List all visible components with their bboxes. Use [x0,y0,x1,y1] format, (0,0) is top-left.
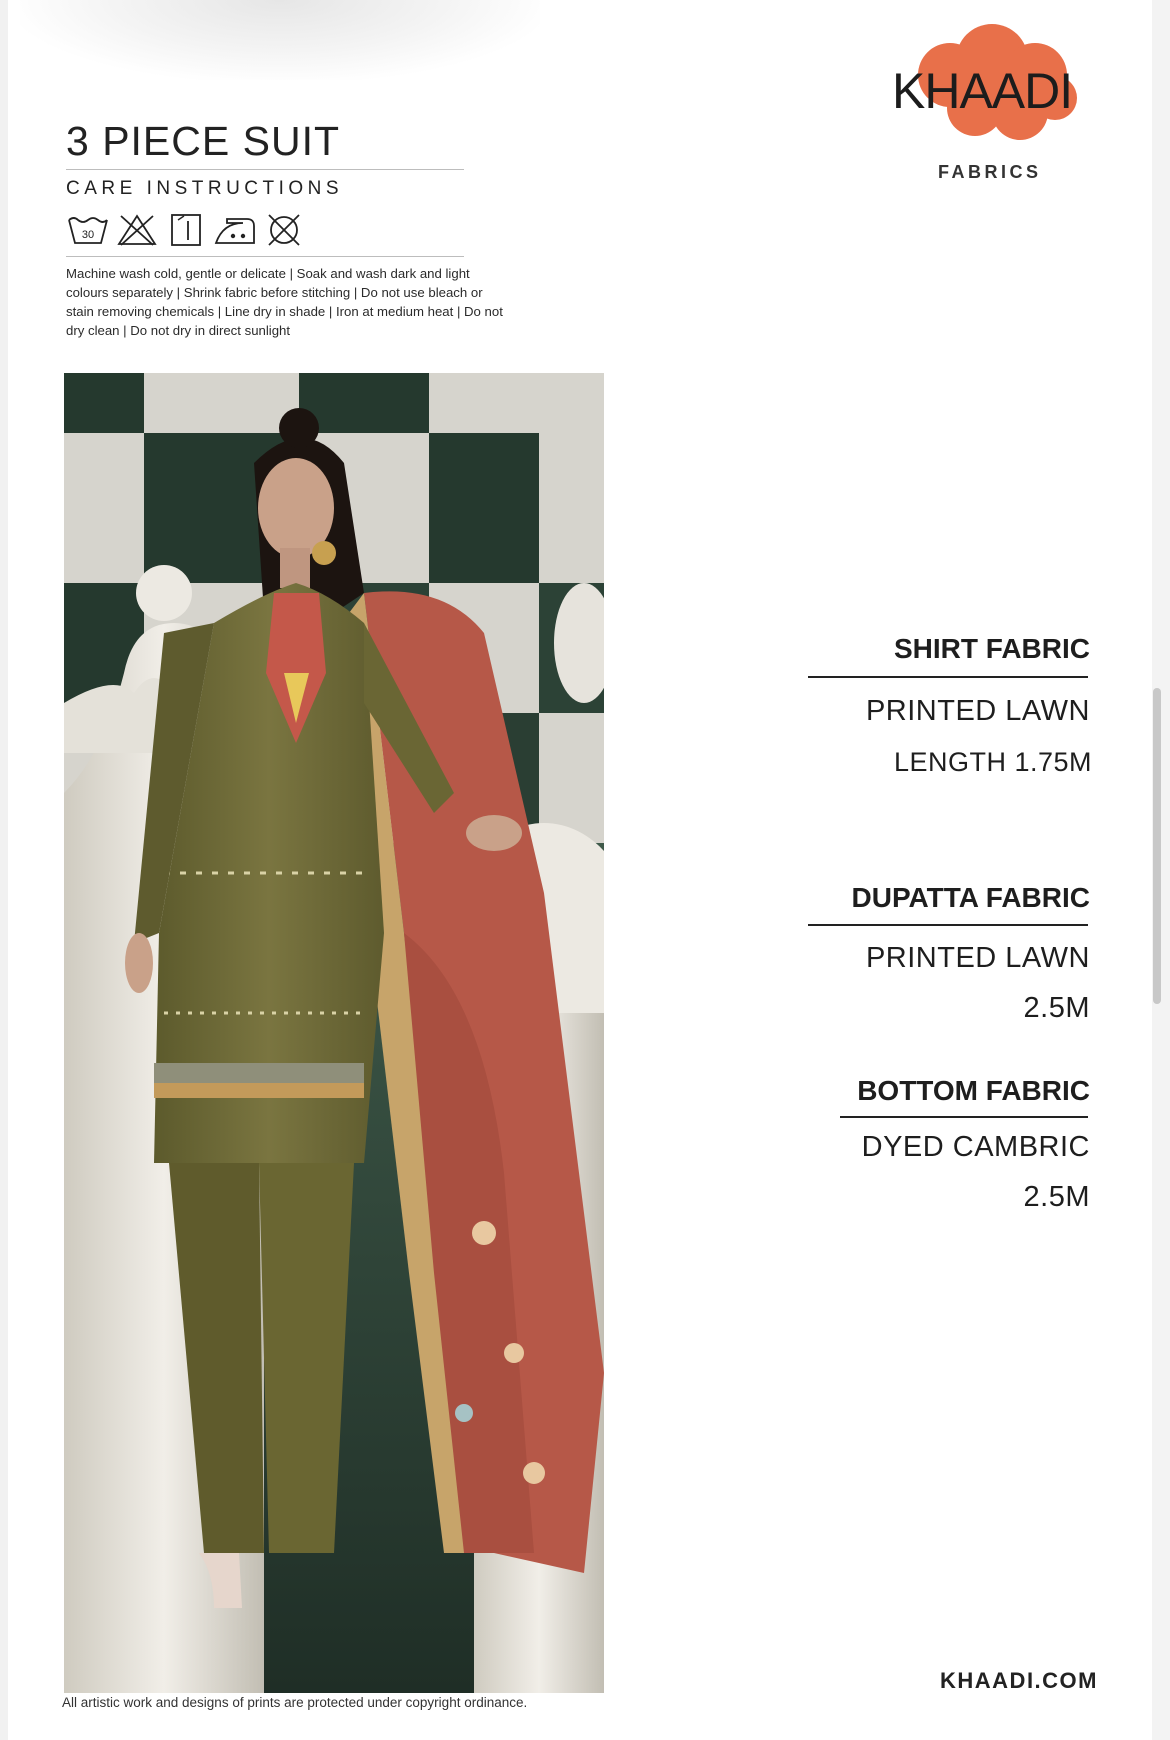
dupatta-fabric-heading [852,882,1091,914]
top-shadow [20,0,540,80]
shirt-heading-bold: SHIRT [893,633,978,664]
shirt-fabric-type: PRINTED LAWN [865,695,1090,727]
care-heading: CARE INSTRUCTIONS [66,178,344,199]
brand-subtitle: FABRICS [938,162,1042,182]
page-left-edge [0,0,8,1740]
wash-30-icon [66,212,110,248]
product-photo [64,373,604,1693]
bottom-heading-text: BOTTOM FABRIC [857,1075,1090,1106]
line-dry-icon [164,212,208,248]
dupatta-fabric-length: 2.5M [1023,992,1090,1024]
care-instructions-text: Machine wash cold, gentle or delicate | Soak and wash dark and light colours separately | Shrink fabric before stitching | Do not use bleach or stain removing chemicals | Line dry in shade | Iron at medium heat | Do not dry clean | Do not dry in direct sunlight [66,266,503,338]
copyright-notice: All artistic work and designs of prints are protected under copyright ordinance. [62,1695,528,1710]
bottom-fabric-heading [857,1075,1090,1107]
care-icons-row [66,212,306,248]
divider [808,676,1088,678]
no-bleach-icon [115,212,159,248]
svg-text:30: 30 [81,229,95,241]
website-link[interactable]: KHAADI.COM [940,1668,1098,1693]
model-illustration [64,373,604,1693]
bottom-fabric-length: 2.5M [1023,1181,1090,1213]
shirt-heading-rest: FABRIC [985,633,1090,664]
scrollbar-thumb[interactable] [1153,688,1161,1004]
divider [66,256,464,257]
divider [808,924,1088,926]
bottom-fabric-type: DYED CAMBRIC [861,1131,1090,1163]
brand-logo[interactable] [880,20,1110,190]
divider [66,169,464,170]
shirt-fabric-length: LENGTH 1.75M [893,747,1092,777]
divider [840,1116,1088,1118]
no-dry-clean-icon [262,212,306,248]
iron-medium-icon [213,212,257,248]
brand-name: KHAADI [892,63,1073,119]
dupatta-fabric-type: PRINTED LAWN [865,942,1090,974]
shirt-fabric-heading [894,633,1090,665]
dupatta-heading-text: DUPATTA FABRIC [851,882,1090,913]
page-title: 3 PIECE SUIT [66,118,341,164]
